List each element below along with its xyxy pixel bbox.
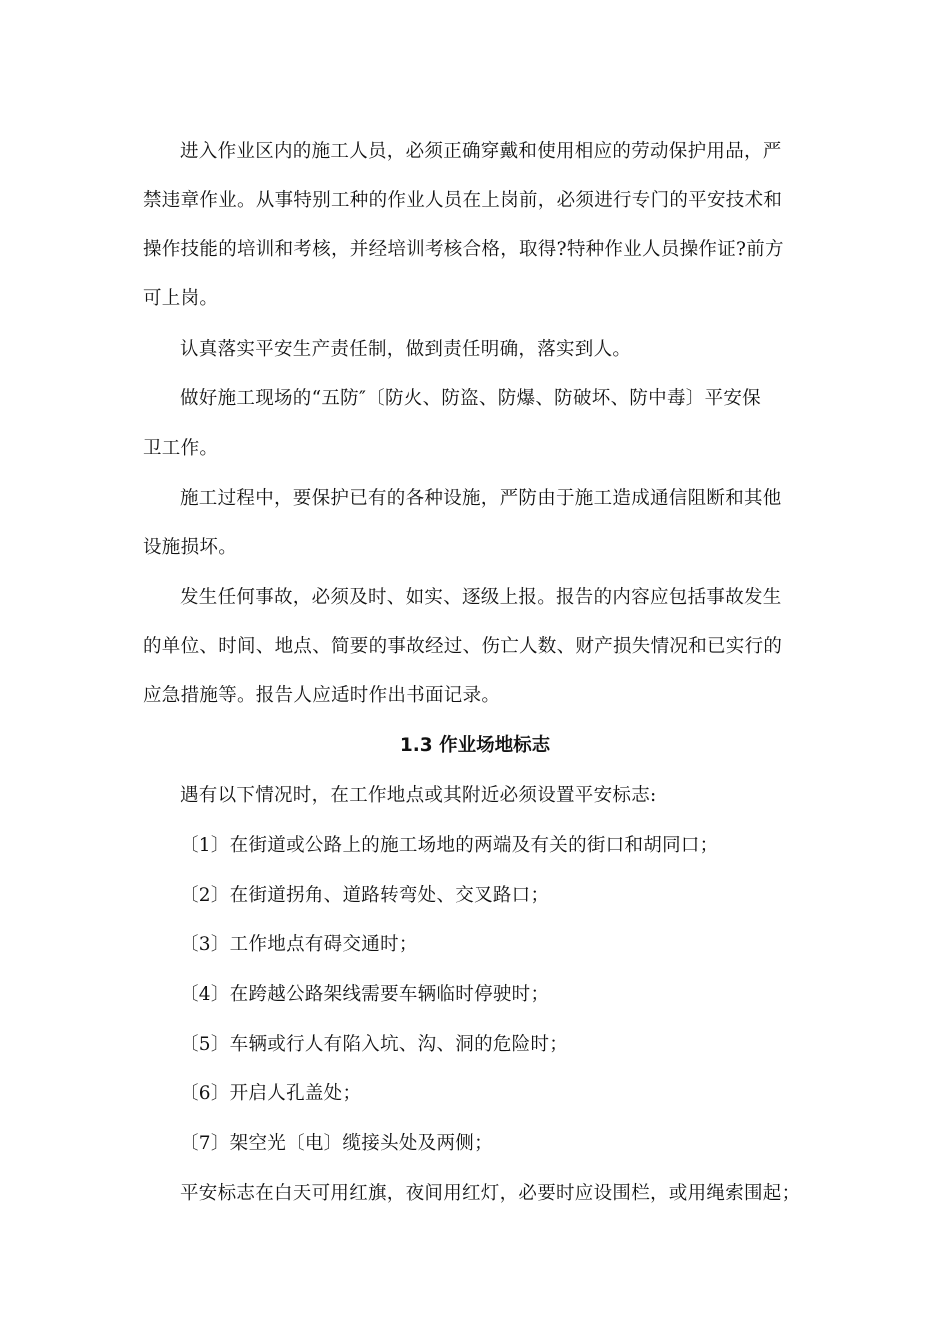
paragraph-line: 设施损坏。	[143, 537, 238, 558]
paragraph-line: 卫工作。	[143, 438, 219, 459]
list-item: 〔5〕车辆或行人有陷入坑、沟、洞的危险时；	[180, 1034, 569, 1055]
list-item: 〔6〕开启人孔盖处；	[180, 1083, 362, 1104]
paragraph-line: 操作技能的培训和考核，并经培训考核合格，取得?特种作业人员操作证?前方	[143, 239, 784, 260]
paragraph-line: 应急措施等。报告人应适时作出书面记录。	[143, 685, 501, 706]
closing-line: 平安标志在白天可用红旗，夜间用红灯，必要时应设围栏，或用绳索围起；	[180, 1183, 801, 1204]
paragraph-line: 进入作业区内的施工人员，必须正确穿戴和使用相应的劳动保护用品，严	[180, 141, 782, 162]
paragraph-line: 可上岗。	[143, 288, 219, 309]
paragraph-line: 认真落实平安生产责任制，做到责任明确，落实到人。	[180, 339, 632, 360]
section-heading: 1.3 作业场地标志	[399, 735, 551, 756]
list-item: 〔2〕在街道拐角、道路转弯处、交叉路口；	[180, 885, 550, 906]
list-item: 〔4〕在跨越公路架线需要车辆临时停驶时；	[180, 984, 550, 1005]
paragraph-line: 施工过程中，要保护已有的各种设施，严防由于施工造成通信阻断和其他	[180, 488, 782, 509]
paragraph-line: 的单位、时间、地点、简要的事故经过、伤亡人数、财产损失情况和已实行的	[143, 636, 783, 657]
list-item: 〔3〕工作地点有碍交通时；	[180, 934, 418, 955]
list-item: 〔1〕在街道或公路上的施工场地的两端及有关的街口和胡同口；	[180, 835, 719, 856]
paragraph-line: 做好施工现场的“五防″〔防火、防盗、防爆、防破坏、防中毒〕平安保	[180, 388, 761, 409]
list-item: 〔7〕架空光〔电〕缆接头处及两侧；	[180, 1133, 493, 1154]
paragraph-line: 发生任何事故，必须及时、如实、逐级上报。报告的内容应包括事故发生	[180, 587, 782, 608]
section-intro: 遇有以下情况时，在工作地点或其附近必须设置平安标志:	[180, 785, 657, 806]
paragraph-line: 禁违章作业。从事特别工种的作业人员在上岗前，必须进行专门的平安技术和	[143, 190, 783, 211]
